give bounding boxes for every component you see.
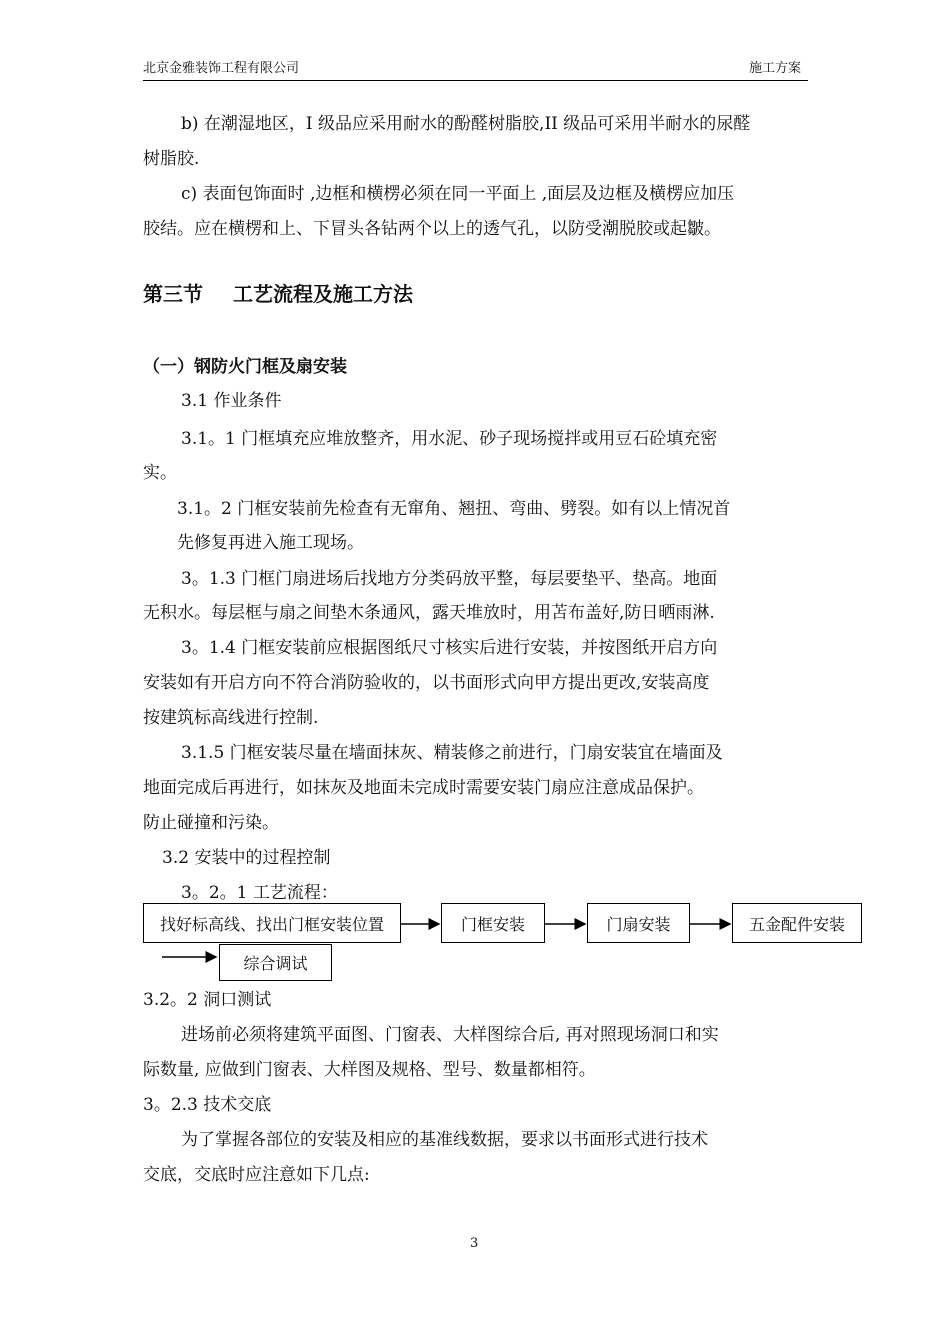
- header-doc-type: 施工方案: [749, 61, 802, 76]
- item-3-1-5-line1: 3.1.5 门框安装尽量在墙面抹灰、精装修之前进行，门扇安装宜在墙面及: [181, 743, 723, 763]
- section-number: 第三节: [143, 282, 203, 306]
- item-3-1-2-line2: 先修复再进入施工现场。: [177, 533, 364, 553]
- paragraph-b-line1: b) 在潮湿地区，I 级品应采用耐水的酚醛树脂胶,II 级品可采用半耐水的尿醛: [181, 114, 751, 134]
- page-number: 3: [470, 1236, 479, 1251]
- item-3-1-1-line1: 3.1。1 门框填充应堆放整齐，用水泥、砂子现场搅拌或用豆石砼填充密: [181, 429, 718, 449]
- item-3-1-4-line1: 3。1.4 门框安装前应根据图纸尺寸核实后进行安装，并按图纸开启方向: [181, 638, 718, 658]
- flow-step-leaf-install: 门扇安装: [587, 903, 690, 943]
- item-3-1-4-line2: 安装如有开启方向不符合消防验收的，以书面形式向甲方提出更改,安装高度: [143, 673, 710, 693]
- item-3-2-2-line1: 进场前必须将建筑平面图、门窗表、大样图综合后, 再对照现场洞口和实: [181, 1025, 719, 1045]
- flow-step-commissioning: 综合调试: [219, 944, 332, 981]
- item-3-2-3-line1: 为了掌握各部位的安装及相应的基准线数据，要求以书面形式进行技术: [181, 1130, 708, 1150]
- flow-step-find-level-line: 找好标高线、找出门框安装位置: [143, 903, 401, 943]
- item-3-1-3-line1: 3。1.3 门框门扇进场后找地方分类码放平整，每层要垫平、垫高。地面: [181, 569, 718, 589]
- flow-step-frame-install: 门框安装: [441, 903, 545, 943]
- item-3-1-1-line2: 实。: [143, 463, 177, 483]
- item-3-2-1: 3。2。1 工艺流程：: [181, 883, 338, 903]
- item-3-1-2-line1: 3.1。2 门框安装前先检查有无窜角、翘扭、弯曲、劈裂。如有以上情况首: [177, 499, 731, 519]
- paragraph-c-line2: 胶结。应在横楞和上、下冒头各钻两个以上的透气孔，以防受潮脱胶或起皺。: [143, 219, 721, 239]
- paragraph-b-line2: 树脂胶.: [143, 149, 200, 169]
- item-3-1-3-line2: 无积水。每层框与扇之间垫木条通风，露天堆放时，用苫布盖好,防日晒雨淋.: [143, 603, 715, 623]
- header-company: 北京金雅装饰工程有限公司: [143, 61, 300, 76]
- paragraph-c-line1: c) 表面包饰面时 ,边框和横楞必须在同一平面上 ,面层及边框及横楞应加压: [181, 184, 735, 204]
- section-title: 工艺流程及施工方法: [233, 282, 413, 306]
- flow-step-hardware-install: 五金配件安装: [732, 903, 862, 943]
- item-3-2-2: 3.2。2 洞口测试: [143, 990, 272, 1010]
- item-3-1-5-line2: 地面完成后再进行，如抹灰及地面未完成时需要安装门扇应注意成品保护。: [143, 778, 704, 798]
- item-3-1: 3.1 作业条件: [181, 391, 282, 411]
- item-3-1-5-line3: 防止碰撞和污染。: [143, 813, 279, 833]
- item-3-2-3-line2: 交底，交底时应注意如下几点:: [143, 1165, 370, 1185]
- item-3-2-3: 3。2.3 技术交底: [143, 1095, 272, 1115]
- item-3-2: 3.2 安装中的过程控制: [162, 848, 331, 868]
- item-3-2-2-line2: 际数量, 应做到门窗表、大样图及规格、型号、数量都相符。: [143, 1060, 596, 1080]
- subsection-title: （一）钢防火门框及扇安装: [143, 357, 347, 377]
- item-3-1-4-line3: 按建筑标高线进行控制.: [143, 708, 319, 728]
